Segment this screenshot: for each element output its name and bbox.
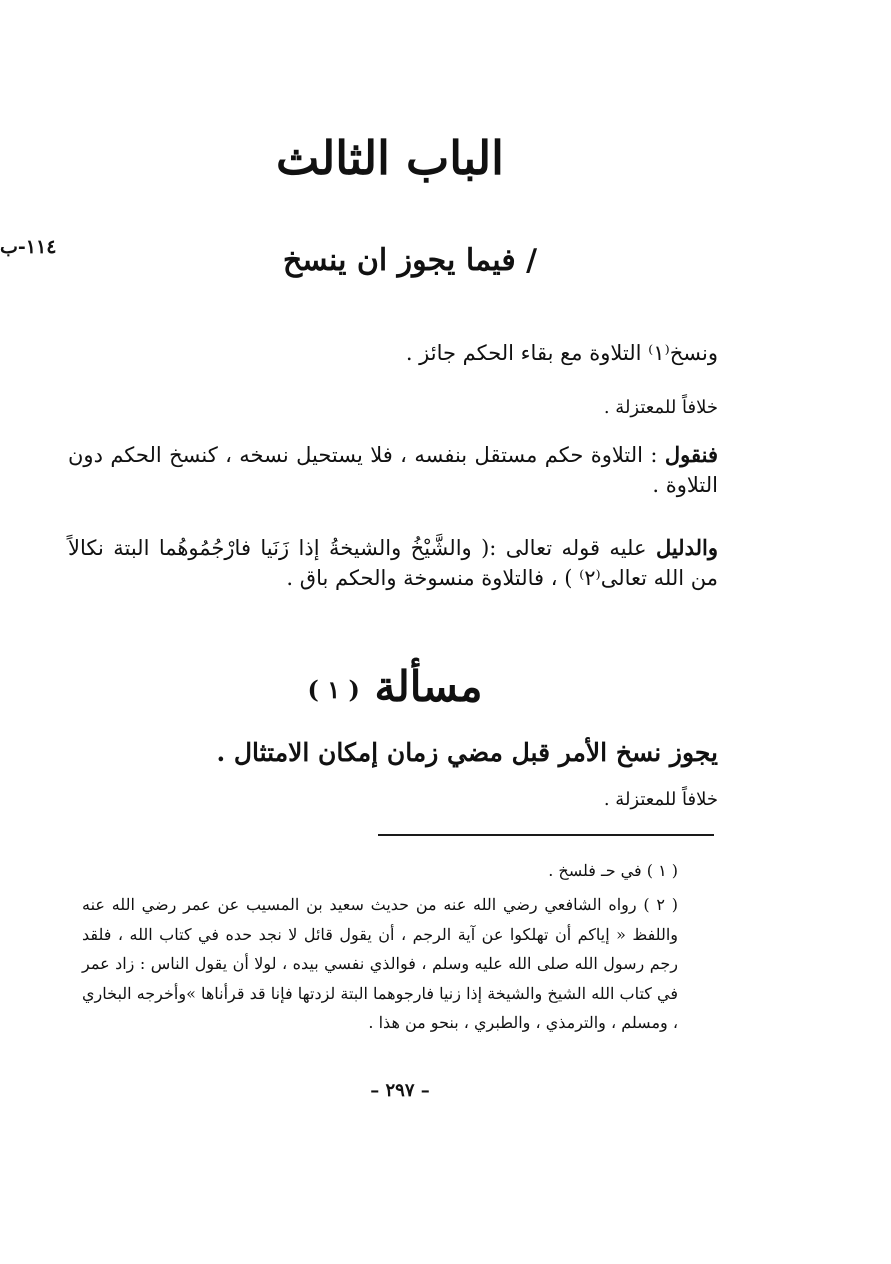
page-number: – ٢٩٧ – [370,1080,430,1101]
footnote-separator [378,834,714,836]
footnote-2: ( ٢ ) رواه الشافعي رضي الله عنه من حديث سعيد بن المسيب عن عمر رضي الله عنه واللفظ « إياكم أن تهلكوا عن آية الرجم ، أن يقول قائل لا نجد حده في كتاب الله ، فلقد رجم رسول الله صلى الله عليه وسلم ، فوالذي نفسي بيده ، لولا أن يقول الناس : زاد عمر في كتاب الله الشيخ والشيخة إذا زنيا فارجوهما البتة لزدتها فإنا قد قرأناها »وأخرجه البخاري ، ومسلم ، والترمذي ، والطبري ، بنحو من هذا . [82,895,679,1032]
paragraph-evidence [68,533,718,593]
masala-dissent-note: خلافاً للمعتزلة . [603,789,718,810]
paragraph-argument [68,440,718,500]
masala-heading-number: ( ١ ) [307,675,360,704]
paragraph-evidence-text: عليه قوله تعالى :( والشَّيْخُ والشيخةُ إذا زَنَيا فارْجُمُوهُما البتة نكالاً من الله تعالى⁽٢⁾ ) ، فالتلاوة منسوخة والحكم باق . [68,536,718,590]
masala-heading-title: مسألة [374,662,483,711]
footnote-1: ( ١ ) في حـ فلسخ . [548,861,678,880]
paragraph-dissent-note: خلافاً للمعتزلة . [603,397,718,418]
paragraph-abrogation-recitation: ونسخ⁽١⁾ التلاوة مع بقاء الحكم جائز . [405,341,718,365]
paragraph-evidence-lead: والدليل [655,535,718,560]
paragraph-argument-lead: فنقول [664,442,718,467]
chapter-title: الباب الثالث [276,131,504,185]
margin-folio-reference: ١١٤-ب [0,236,57,258]
masala-heading [270,650,520,724]
masala-statement: يجوز نسخ الأمر قبل مضي زمان إمكان الامتثال . [216,738,718,767]
section-subtitle: / فيما يجوز ان ينسخ [282,243,538,278]
paragraph-argument-text: : التلاوة حكم مستقل بنفسه ، فلا يستحيل نسخه ، كنسخ الحكم دون التلاوة . [68,443,718,497]
